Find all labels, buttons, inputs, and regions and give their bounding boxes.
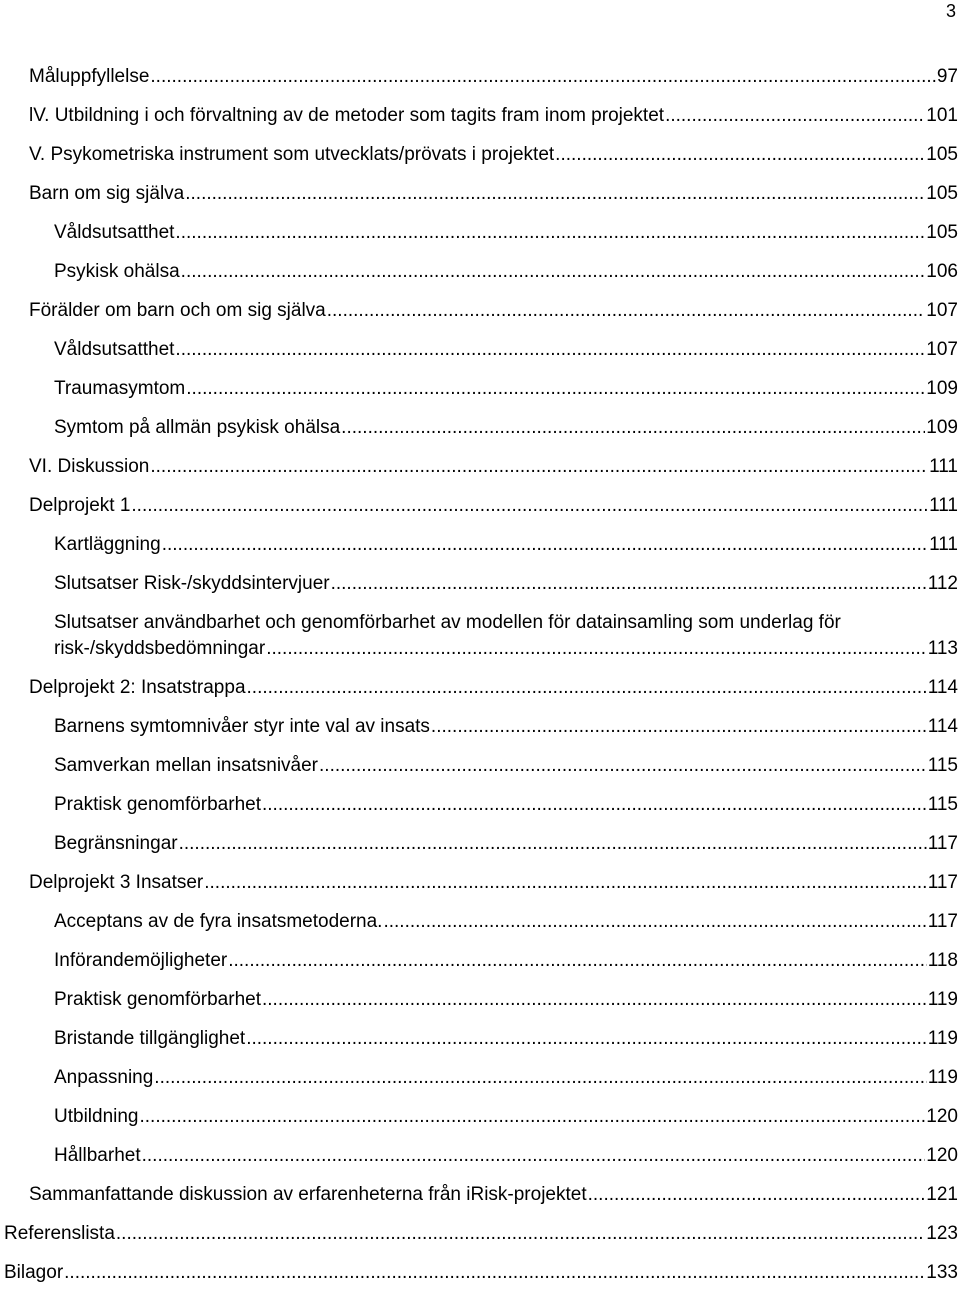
toc-entry-page: 113 [927, 638, 958, 659]
toc-entry-title: Slutsatser Risk-/skyddsintervjuer [54, 573, 330, 594]
dot-leader [64, 1260, 925, 1286]
toc-entry-page: 111 [929, 456, 958, 477]
toc-entry-title: lV. Utbildning i och förvaltning av de metoder som tagits fram inom projektet [29, 105, 665, 126]
toc-entry-title: Praktisk genomförbarhet [54, 989, 261, 1010]
toc-entry-page: 114 [927, 716, 958, 737]
toc-entry[interactable] [0, 792, 960, 818]
toc-entry-title: Traumasymtom [54, 378, 186, 399]
dot-leader [175, 220, 925, 246]
toc-entry[interactable] [0, 870, 960, 896]
toc-entry-title: Måluppfyllelse [29, 66, 150, 87]
toc-entry-title: Bristande tillgänglighet [54, 1028, 246, 1049]
toc-entry[interactable] [0, 454, 960, 480]
toc-entry-page: 133 [926, 1262, 958, 1283]
toc-entry[interactable] [0, 103, 960, 129]
dot-leader [319, 753, 927, 779]
dot-leader [383, 909, 926, 935]
toc-entry[interactable] [0, 1182, 960, 1208]
dot-leader [179, 831, 927, 857]
toc-entry[interactable] [0, 376, 960, 402]
toc-entry-page: 121 [926, 1184, 958, 1205]
page-number: 3 [945, 1, 956, 21]
dot-leader [131, 493, 928, 519]
toc-entry[interactable] [0, 1221, 960, 1247]
toc-entry-title: Hållbarhet [54, 1145, 141, 1166]
toc-entry[interactable] [0, 64, 960, 90]
toc-entry-page: 105 [926, 144, 958, 165]
dot-leader [186, 376, 925, 402]
toc-entry[interactable] [0, 987, 960, 1013]
table-of-contents [0, 64, 960, 1286]
toc-entry-title: Begränsningar [54, 833, 178, 854]
toc-entry[interactable] [0, 714, 960, 740]
toc-entry[interactable] [0, 675, 960, 701]
toc-entry-page: 120 [926, 1106, 958, 1127]
toc-entry-title: Acceptans av de fyra insatsmetoderna. [54, 911, 383, 932]
toc-entry[interactable] [0, 1260, 960, 1286]
toc-entry-title: Praktisk genomförbarhet [54, 794, 261, 815]
toc-entry-title: Samverkan mellan insatsnivåer [54, 755, 319, 776]
dot-leader [327, 298, 926, 324]
toc-entry-page: 115 [927, 794, 958, 815]
dot-leader [228, 948, 926, 974]
toc-entry-title: Barnens symtomnivåer styr inte val av insats [54, 716, 430, 737]
dot-leader [431, 714, 927, 740]
toc-entry-page: 117 [927, 872, 958, 893]
toc-entry-title: Psykisk ohälsa [54, 261, 180, 282]
toc-entry[interactable] [0, 181, 960, 207]
toc-entry[interactable] [0, 298, 960, 324]
toc-entry-title: Införandemöjligheter [54, 950, 228, 971]
toc-entry-page: 119 [927, 1028, 958, 1049]
toc-entry-page: 107 [926, 300, 958, 321]
toc-entry-title: Barn om sig själva [29, 183, 185, 204]
toc-entry[interactable] [0, 142, 960, 168]
toc-entry[interactable] [0, 220, 960, 246]
toc-entry[interactable] [0, 532, 960, 558]
toc-entry[interactable] [0, 1104, 960, 1130]
toc-entry-page: 105 [926, 183, 958, 204]
dot-leader [262, 792, 927, 818]
dot-leader [331, 571, 927, 597]
dot-leader [154, 1065, 926, 1091]
toc-entry-title: Förälder om barn och om sig själva [29, 300, 326, 321]
toc-entry-page: 119 [927, 989, 958, 1010]
toc-entry-page: 119 [927, 1067, 958, 1088]
toc-entry[interactable] [0, 1065, 960, 1091]
toc-entry-page: 105 [926, 222, 958, 243]
toc-entry-title: Referenslista [4, 1223, 115, 1244]
toc-entry[interactable] [0, 909, 960, 935]
toc-entry[interactable] [0, 571, 960, 597]
dot-leader [262, 987, 927, 1013]
toc-entry-page: 101 [926, 105, 958, 126]
toc-entry[interactable] [0, 259, 960, 285]
dot-leader [150, 64, 935, 90]
dot-leader [247, 675, 927, 701]
dot-leader [555, 142, 925, 168]
dot-leader [181, 259, 926, 285]
dot-leader [142, 1143, 926, 1169]
toc-entry[interactable] [0, 1026, 960, 1052]
dot-leader [162, 532, 928, 558]
toc-entry-title: Våldsutsatthet [54, 339, 175, 360]
dot-leader [116, 1221, 925, 1247]
toc-entry[interactable] [0, 337, 960, 363]
toc-entry-page: 120 [926, 1145, 958, 1166]
toc-entry-title: Delprojekt 2: Insatstrappa [29, 677, 246, 698]
toc-entry-page: 111 [929, 534, 958, 555]
dot-leader [341, 415, 925, 441]
toc-entry-page: 117 [927, 911, 958, 932]
toc-entry-title-continued: risk-/skyddsbedömningar [54, 638, 266, 659]
toc-entry-page: 118 [927, 950, 958, 971]
toc-entry-title: Våldsutsatthet [54, 222, 175, 243]
dot-leader [175, 337, 925, 363]
toc-entry-title: Kartläggning [54, 534, 161, 555]
toc-entry-title: Utbildning [54, 1106, 139, 1127]
toc-entry-page: 107 [926, 339, 958, 360]
toc-entry[interactable] [0, 415, 960, 441]
toc-entry-page: 111 [929, 495, 958, 516]
toc-entry[interactable] [0, 831, 960, 857]
toc-entry-page: 115 [927, 755, 958, 776]
toc-entry-title: V. Psykometriska instrument som utvecklats/prövats i projektet [29, 144, 555, 165]
toc-entry-title: Anpassning [54, 1067, 154, 1088]
dot-leader [185, 181, 925, 207]
toc-entry-title: Bilagor [4, 1262, 64, 1283]
toc-entry-title: Sammanfattande diskussion av erfarenheterna från iRisk-projektet [29, 1184, 587, 1205]
toc-entry-page: 109 [926, 378, 958, 399]
toc-entry-page: 114 [927, 677, 958, 698]
dot-leader [140, 1104, 926, 1130]
dot-leader [246, 1026, 927, 1052]
dot-leader [150, 454, 928, 480]
toc-entry-page: 117 [927, 833, 958, 854]
dot-leader [665, 103, 925, 129]
toc-entry[interactable] [0, 493, 960, 519]
toc-entry[interactable] [0, 948, 960, 974]
toc-entry-page: 112 [927, 573, 958, 594]
toc-entry[interactable] [0, 753, 960, 779]
toc-entry-title: Slutsatser användbarhet och genomförbarhet av modellen för datainsamling som underlag för [54, 612, 841, 633]
dot-leader [204, 870, 926, 896]
toc-entry-page: 123 [926, 1223, 958, 1244]
dot-leader [266, 636, 927, 662]
toc-entry-page: 109 [926, 417, 958, 438]
toc-entry-title: Delprojekt 1 [29, 495, 131, 516]
toc-entry[interactable] [0, 1143, 960, 1169]
toc-entry[interactable] [0, 610, 960, 662]
toc-entry-title: Symtom på allmän psykisk ohälsa [54, 417, 341, 438]
toc-entry-title: VI. Diskussion [29, 456, 150, 477]
toc-entry-page: 106 [926, 261, 958, 282]
dot-leader [588, 1182, 926, 1208]
toc-entry-title: Delprojekt 3 Insatser [29, 872, 204, 893]
toc-entry-page: 97 [936, 66, 958, 87]
